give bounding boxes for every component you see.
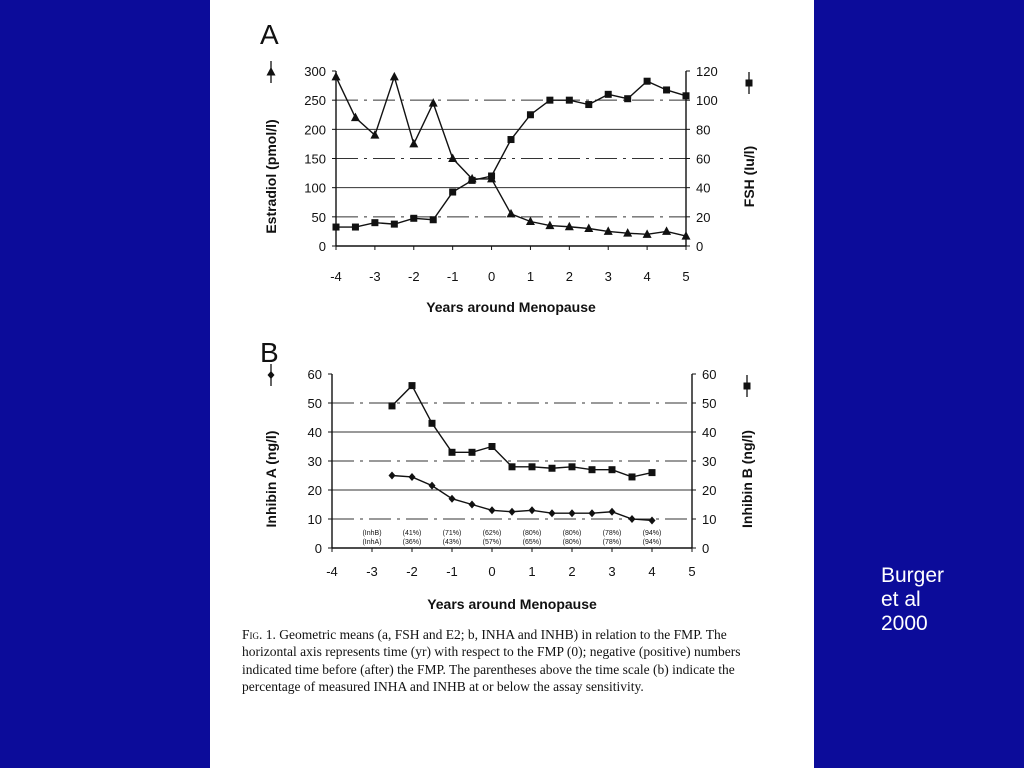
inhibin-b-data-point	[569, 463, 576, 470]
fsh-data-point	[683, 92, 690, 99]
right-tick-label: 40	[696, 180, 711, 196]
inhibin-b-data-point	[509, 463, 516, 470]
inhibin-a-data-point	[489, 506, 496, 514]
right-tick-label: 120	[696, 64, 718, 79]
x-tick-label: -3	[366, 564, 378, 579]
inhibin-b-data-point	[449, 449, 456, 456]
inha-percent-label: (57%)	[482, 539, 502, 546]
x-tick-label: 0	[488, 564, 496, 579]
estradiol-data-point	[429, 98, 438, 107]
inhibin-b-data-point	[609, 466, 616, 473]
estradiol-data-point	[390, 72, 399, 81]
inhibin-a-data-point	[529, 506, 536, 514]
right-axis-label: FSH (Iu/l)	[741, 145, 757, 208]
fsh-data-point	[333, 224, 340, 231]
inhb-percent-label: (80%)	[562, 530, 582, 537]
inhibin-b-data-point	[429, 420, 436, 427]
estradiol-data-point	[507, 209, 516, 218]
inhb-percent-label: (41%)	[402, 530, 422, 537]
caption-text: Geometric means (a, FSH and E2; b, INHA and INHB) in relation to the FMP. The horizontal axis represents time (yr) with respect to the FMP (0); negative (positive) numbers indicated time before (after) the FMP. The parentheses above the time scale (b) indicate the percentage of measured INHA and INHB at or below the assay sensitivity.	[242, 627, 741, 695]
x-tick-label: 2	[568, 564, 576, 579]
x-tick-label: -1	[446, 269, 459, 284]
inhibin-a-data-point	[549, 509, 556, 517]
inhibin-b-data-point	[529, 463, 536, 470]
right-tick-label: 0	[702, 541, 710, 556]
right-tick-label: 20	[696, 209, 711, 225]
credit-year: 2000	[881, 612, 928, 635]
right-tick-label: 0	[696, 239, 704, 254]
right-tick-label: 60	[696, 151, 711, 167]
left-tick-label: 300	[304, 64, 326, 79]
left-tick-label: 10	[307, 512, 322, 527]
panel-b-chart	[260, 337, 755, 612]
x-tick-label: 2	[565, 269, 573, 284]
credit-author: Burger	[881, 564, 945, 587]
x-tick-label: 3	[604, 269, 612, 284]
left-tick-label: 20	[307, 483, 322, 498]
x-tick-label: -1	[446, 564, 458, 579]
inhibin-a-data-point	[449, 495, 456, 503]
left-tick-label: 200	[304, 122, 326, 138]
fsh-data-point	[488, 173, 495, 180]
right-axis-legend-marker	[744, 383, 751, 390]
inhibin-a-data-point	[629, 515, 636, 523]
inha-percent-label: (36%)	[402, 539, 422, 546]
inhibin-a-data-point	[649, 516, 656, 524]
estradiol-data-point	[409, 139, 418, 148]
right-tick-label: 50	[702, 396, 717, 411]
left-tick-label: 100	[304, 180, 326, 196]
x-tick-label: 5	[688, 564, 696, 579]
fsh-data-point	[624, 95, 631, 102]
panel-a-chart	[260, 19, 757, 315]
x-tick-label: -4	[326, 564, 338, 579]
right-tick-label: 40	[702, 425, 717, 440]
fsh-data-point	[469, 177, 476, 184]
inhibin-b-data-point	[469, 449, 476, 456]
left-tick-label: 60	[307, 367, 322, 382]
x-tick-label: 5	[682, 269, 690, 284]
left-axis-legend-marker	[267, 67, 276, 76]
inhibin-a-data-point	[389, 472, 396, 480]
x-axis-label: Years around Menopause	[427, 596, 597, 612]
figure-page	[210, 0, 814, 768]
inha-percent-label: (80%)	[562, 539, 582, 546]
fsh-data-point	[566, 97, 573, 104]
fsh-data-point	[449, 189, 456, 196]
x-tick-label: 3	[608, 564, 616, 579]
figure-caption	[242, 626, 782, 696]
right-tick-label: 20	[702, 483, 717, 498]
x-tick-label: -3	[369, 269, 381, 284]
inhibin-a-data-point	[409, 473, 416, 481]
estradiol-data-point	[448, 154, 457, 163]
left-tick-label: 150	[304, 151, 326, 167]
left-tick-label: 50	[311, 209, 326, 225]
inhb-percent-label: (71%)	[442, 530, 462, 537]
fsh-data-point	[585, 101, 592, 108]
fsh-data-point	[508, 136, 515, 143]
estradiol-data-point	[351, 113, 360, 122]
inha-percent-label: (65%)	[522, 539, 542, 546]
right-tick-label: 100	[696, 93, 718, 109]
inhibin-b-data-point	[629, 473, 636, 480]
inhibin-b-data-point	[489, 443, 496, 450]
citation-credit	[881, 564, 1001, 636]
panel-letter: A	[260, 19, 279, 50]
inhibin-a-data-point	[609, 508, 616, 516]
inhibin-b-series-line	[392, 386, 652, 477]
inhibin-b-data-point	[409, 382, 416, 389]
right-tick-label: 10	[702, 512, 717, 527]
left-tick-label: 0	[314, 541, 322, 556]
x-tick-label: 1	[528, 564, 536, 579]
left-tick-label: 50	[307, 396, 322, 411]
right-axis-legend-marker	[746, 80, 753, 87]
left-tick-label: 250	[304, 93, 326, 109]
x-tick-label: 4	[643, 269, 651, 284]
caption-label: Fig. 1.	[242, 627, 276, 642]
inha-percent-label: (InhA)	[362, 539, 382, 546]
left-tick-label: 40	[307, 425, 322, 440]
inhibin-a-data-point	[429, 482, 436, 490]
x-tick-label: 1	[526, 269, 535, 284]
inhibin-b-data-point	[589, 466, 596, 473]
left-axis-legend-marker	[268, 371, 275, 379]
inhb-percent-label: (78%)	[602, 530, 622, 537]
inhibin-a-data-point	[509, 508, 516, 516]
inhibin-b-data-point	[649, 469, 656, 476]
inhb-percent-label: (94%)	[642, 530, 662, 537]
inhibin-a-data-point	[589, 509, 596, 517]
x-tick-label: -2	[406, 564, 418, 579]
fsh-data-point	[391, 221, 398, 228]
fsh-data-point	[663, 86, 670, 93]
fsh-data-point	[546, 97, 553, 104]
left-axis-label: Estradiol (pmol/l)	[263, 119, 279, 234]
estradiol-data-point	[332, 72, 341, 81]
credit-etal: et al	[881, 588, 921, 611]
inha-percent-label: (78%)	[602, 539, 622, 546]
left-tick-label: 30	[307, 454, 322, 469]
fsh-data-point	[644, 78, 651, 85]
inhibin-a-data-point	[569, 509, 576, 517]
inhibin-b-data-point	[549, 465, 556, 472]
inha-percent-label: (94%)	[642, 539, 662, 546]
fsh-data-point	[371, 219, 378, 226]
right-tick-label: 60	[702, 367, 717, 382]
inhb-percent-label: (62%)	[482, 530, 502, 537]
panel-letter: B	[260, 337, 279, 368]
left-tick-label: 0	[318, 239, 326, 254]
fsh-data-point	[605, 91, 612, 98]
right-tick-label: 30	[702, 454, 717, 469]
x-tick-label: 4	[648, 564, 656, 579]
fsh-data-point	[352, 224, 359, 231]
fsh-data-point	[527, 111, 534, 118]
inhb-percent-label: (InhB)	[362, 530, 382, 537]
fsh-data-point	[430, 216, 437, 223]
fsh-data-point	[410, 215, 417, 222]
fsh-series-line	[336, 81, 686, 227]
inhb-percent-label: (80%)	[522, 530, 542, 537]
estradiol-data-point	[662, 226, 671, 235]
x-axis-label: Years around Menopause	[426, 299, 596, 315]
right-axis-label: Inhibin B (ng/l)	[739, 430, 755, 528]
right-tick-label: 80	[696, 122, 711, 138]
left-axis-label: Inhibin A (ng/l)	[263, 430, 279, 528]
x-tick-label: 0	[487, 269, 496, 284]
inhibin-a-data-point	[469, 501, 476, 509]
x-tick-label: -4	[330, 269, 342, 284]
x-tick-label: -2	[407, 269, 420, 284]
inhibin-b-data-point	[389, 402, 396, 409]
inha-percent-label: (43%)	[442, 539, 462, 546]
